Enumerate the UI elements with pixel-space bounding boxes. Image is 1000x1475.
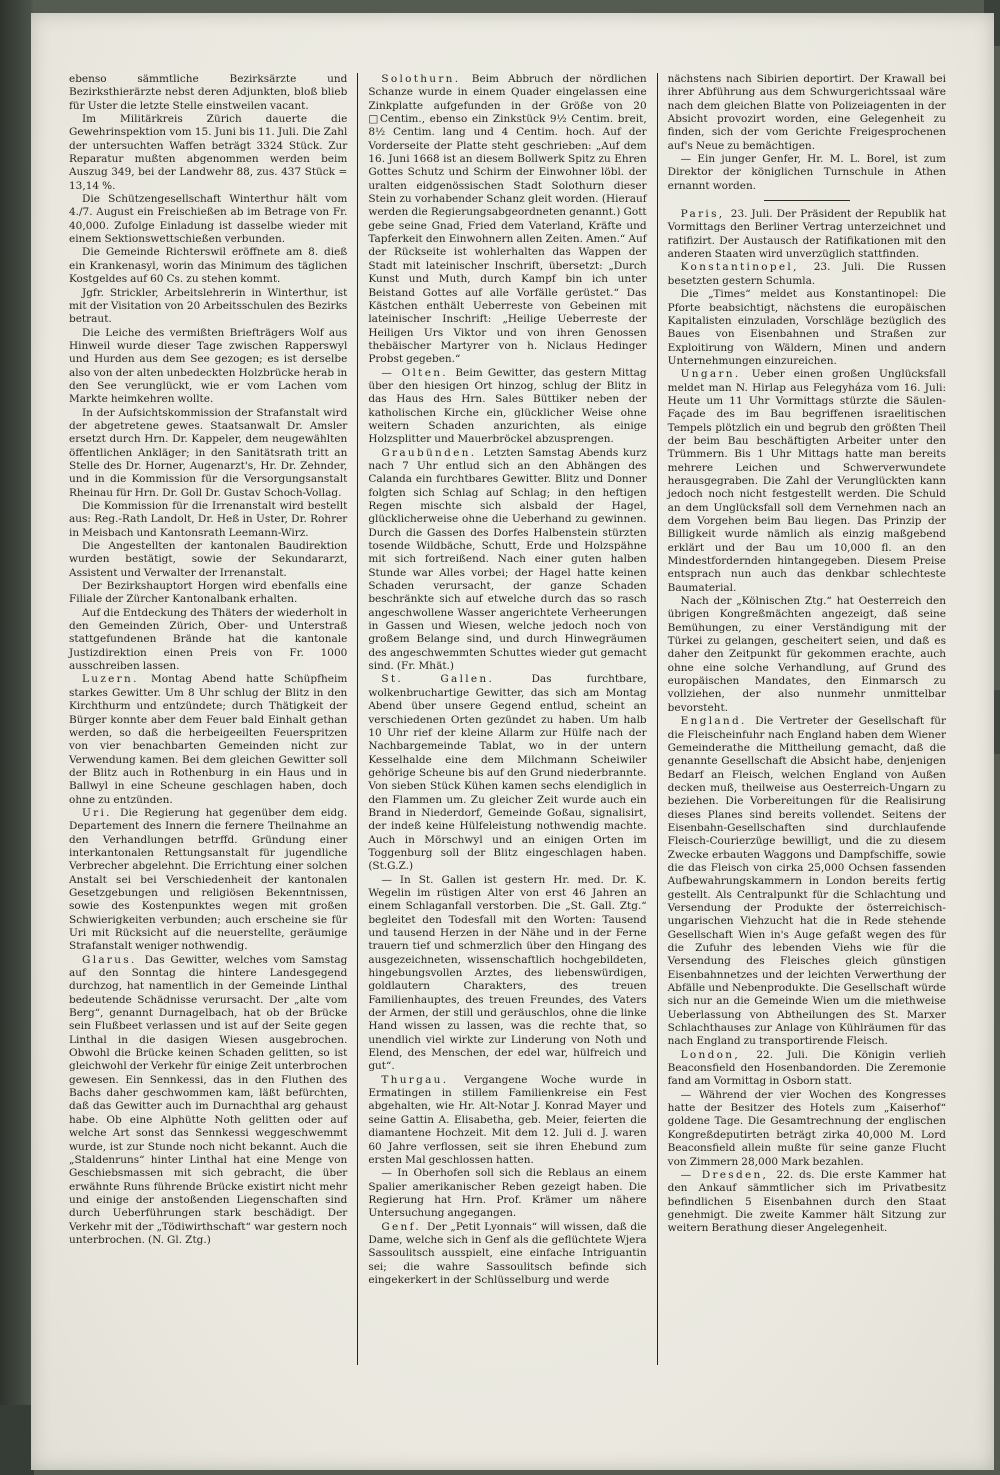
newspaper-columns-container <box>59 73 956 1365</box>
newspaper-page <box>31 13 994 1470</box>
news-paragraph: Die „Times“ meldet aus Konstantinopel: Die Pforte beabsichtigt, nächstens die europäischen Kapitalisten einzuladen, Vorschläge bezüglich des Baues von Eisenbahnen und Straßen zur Exploitirung von Wäldern, Minen und andern Unternehmungen einzureichen. <box>667 288 946 367</box>
dateline: — Dresden, <box>680 1168 777 1181</box>
dateline: Ungarn. <box>680 368 752 381</box>
newspaper-column-1 <box>59 73 357 1365</box>
news-paragraph: Nach der „Kölnischen Ztg.“ hat Oesterreich den übrigen Kongreßmächten angezeigt, daß seine Bemühungen, zu einer Verständigung mit der Türkei zu gelangen, gescheitert seien, und daß es daher den Zeitpunkt für gekommen erachte, auch ohne eine solche Verhandlung, auf Grund des europäischen Mandates, den Einmarsch zu vollziehen, der also nunmehr unmittelbar bevorsteht. <box>667 595 946 714</box>
scan-artifact-bottom-left <box>0 1405 34 1475</box>
news-paragraph: nächstens nach Sibirien deportirt. Der Krawall bei ihrer Abführung aus dem Schwurgerichtssaal wäre nach dem gleichen Blatte von Polizeiagenten in der Absicht provozirt worden, eine Gelegenheit zu finden, sich der vom Gerichte Freigesprochenen auf's Neue zu bemächtigen. <box>667 73 946 152</box>
news-paragraph: In der Aufsichtskommission der Strafanstalt wird der abgetretene gewes. Staatsanwalt Dr. Amsler ersetzt durch Hrn. Dr. Kappeler, dem neugewählten öffentlichen Ankläger; in den Sanitätsrath tritt an Stelle des Dr. Horner, Augenarzt's, Hr. Dr. Zehnder, und in die Kommission für die Versorgungsanstalt Rheinau für Hrn. Dr. Goll Dr. Gustav Schoch-Vollag. <box>69 406 348 499</box>
news-paragraph: England. Die Vertreter der Gesellschaft für die Fleischeinfuhr nach England haben dem Wiener Gemeinderathe die Mittheilung gemacht, daß die genannte Gesellschaft die Absicht habe, denjenigen Bedarf an Fleisch, welchen England von Außen decken muß, theilweise aus Oesterreich-Ungarn zu beziehen. Die Vorbereitungen für die Realisirung dieses Planes sind bereits vollendet. Seitens der Eisenbahn-Gesellschaften sind durchlaufende Fleisch-Courierzüge bewilligt, und die zu diesem Zwecke erbauten Waggons und Dampfschiffe, sowie die das Fleisch von cirka 25,000 Ochsen fassenden Aufbewahrungskammern in London bereits fertig gestellt. Als Centralpunkt für die Schlachtung und Versendung der Produkte der österreichisch-ungarischen Viehzucht hat die in Rede stehende Gesellschaft Wien in's Auge gefaßt wegen des für die Zufuhr des lebenden Viehs wie für die Versendung des Fleisches gleich günstigen Eisenbahnnetzes und der leichten Verwerthung der Abfälle und Nebenprodukte. Die Gesellschaft würde sich nur an die Gemeinde Wien um die miethweise Ueberlassung von Abtheilungen des St. Marxer Schlachthauses zur Anlage von Kühlräumen für das nach England zu transportirende Fleisch. <box>667 715 946 1048</box>
news-paragraph: Die Schützengesellschaft Winterthur hält vom 4./7. August ein Freischießen ab im Betrage von Fr. 40,000. Zufolge Einladung ist dasselbe wieder mit einem Sektionswettschießen verbunden. <box>69 193 348 246</box>
news-paragraph: Die Gemeinde Richterswil eröffnete am 8. dieß ein Krankenasyl, worin das Minimum des täglichen Kostgeldes auf 60 Cs. zu stehen kommt. <box>69 246 348 286</box>
news-paragraph: Uri. Die Regierung hat gegenüber dem eidg. Departement des Innern die fernere Theilnahme an den Verhandlungen betrffd. Gründung einer interkantonalen Rettungsanstalt für jugendliche Verbrecher abgelehnt. Die Errichtung einer solchen Anstalt sei bei Verschiedenheit der kantonalen Gesetzgebungen und religiösen Bekenntnissen, sowie des Kostenpunktes wegen mit großen Schwierigkeiten verbunden; auch erscheine sie für Uri mit Rücksicht auf die neuerstellte, geräumige Strafanstalt weniger nothwendig. <box>69 806 348 953</box>
newspaper-column-3 <box>657 73 956 1365</box>
section-divider-rule <box>764 200 850 201</box>
news-paragraph: Luzern. Montag Abend hatte Schüpfheim starkes Gewitter. Um 8 Uhr schlug der Blitz in den Kirchthurm und entzündete; durch Thätigkeit der Bürger konnte aber dem Feuer bald Einhalt gethan werden, so daß die herbeigeeilten Feuerspritzen von vier benachbarten Gemeinden nicht zur Verwendung kamen. Bei dem gleichen Gewitter soll der Blitz auch in Rothenburg in ein Haus und in Ballwyl in eine Scheune geschlagen haben, doch ohne zu entzünden. <box>69 673 348 806</box>
news-paragraph: Thurgau. Vergangene Woche wurde in Ermatingen in stillem Familienkreise ein Fest abgehalten, wie Hr. Alt-Notar J. Konrad Mayer und seine Gattin A. Elisabetha, geb. Meier, feierten die diamantene Hochzeit. Mit dem 12. Juli d. J. waren 60 Jahre verflossen, seit sie ihren Ehebund zum ersten Mal geschlossen hatten. <box>368 1073 647 1166</box>
news-paragraph: Die Leiche des vermißten Briefträgers Wolf aus Hinweil wurde dieser Tage zwischen Rapperswyl und Hurden aus dem See gezogen; es ist derselbe also von der alten unbedeckten Holzbrücke herab in den See verunglückt, wie er vom Lachen vom Markte heimkehren wollte. <box>69 326 348 406</box>
news-paragraph: — In St. Gallen ist gestern Hr. med. Dr. K. Wegelin im rüstigen Alter von erst 46 Jahren an einem Schlaganfall verstorben. Die „St. Gall. Ztg.“ begleitet den Todesfall mit den Worten: Tausend und tausend Herzen in der Nähe und in der Ferne trauern tief und schmerzlich über den Hingang des ausgezeichneten, wissenschaftlich hochgebildeten, hingebungsvollen Arztes, des liebenswürdigen, goldlautern Charakters, des treuen Familienhauptes, des treuen Freundes, des Vaters der Armen, der still und geräuschlos, ohne die linke Hand wissen zu lassen, was die rechte that, so unendlich viel wirkte zur Linderung von Noth und Elend, des Menschen, der edel war, hülfreich und gut“. <box>368 873 647 1073</box>
news-paragraph: Solothurn. Beim Abbruch der nördlichen Schanze wurde in einem Quader eingelassen eine Zinkplatte aufgefunden in der Größe von 20 □Centim., ebenso ein Zinkstück 9½ Centim. breit, 8½ Centim. lang und 4 Centim. hoch. Auf der Vorderseite der Platte steht geschrieben: „Auf dem 16. Juni 1668 ist an diesem Bollwerk Spitz zu Ehren Gottes Schutz und Schirm der Einwohner löbl. der uralten eidgenössischen Stadt Solothurn dieser Stein zu vorhabender Schanz gleit worden. (Hierauf werden die Regierungsabgeordneten genannt.) Gott gebe seine Gnad, Fried dem Vaterland, Kräfte und Tapferkeit den Einwohnern allen Zeiten. Amen.“ Auf der Rückseite ist wohlerhalten das Wappen der Stadt mit lateinischer Inschrift, übersetzt: „Durch Kunst und Muth, durch Kampf bin ich unter Beistand Gottes auf alle Vorfälle gerüstet.“ Das Kästchen enthält Ueberreste von Gebeinen mit lateinischer Inschrift: „Heilige Ueberreste der Heiligen Urs Viktor und von ihren Genossen thebäischer Martyrer von h. Niclaus Hedinger Probst gegeben.“ <box>368 73 647 366</box>
dateline: London, <box>680 1048 757 1061</box>
dateline: Glarus. <box>82 953 145 966</box>
news-paragraph: Im Militärkreis Zürich dauerte die Gewehrinspektion vom 15. Juni bis 11. Juli. Die Zahl der untersuchten Waffen beträgt 3324 Stück. Zur Reparatur mußten abgenommen werden beim Auszug 349, bei der Landwehr 88, zus. 437 Stück = 13,14 %. <box>69 113 348 192</box>
news-paragraph: — In Oberhofen soll sich die Reblaus an einem Spalier amerikanischer Reben gezeigt haben. Die Regierung hat Hrn. Prof. Krämer um nähere Untersuchung angegangen. <box>368 1167 647 1220</box>
dateline: Luzern. <box>82 673 152 686</box>
news-paragraph: Glarus. Das Gewitter, welches vom Samstag auf den Sonntag die hintere Landesgegend durchzog, hat namentlich in der Gemeinde Linthal bedeutende Schädnisse verursacht. Der „alte vom Berg“, genannt Durnagelbach, hat ob der Brücke sein Flußbeet verlassen und ist auf der Seite gegen Linthal in die dasigen Wiesen ausgebrochen. Obwohl die Brücke keinen Schaden gelitten, so ist gleichwohl der Verkehr für einige Zeit unterbrochen gewesen. Ein Sennkessi, das in den Fluthen des Bachs daher geschwommen kam, läßt befürchten, daß das Gewitter auch im Durnachthal arg gehaust habe. Ob eine Alphütte Noth gelitten oder auf welche Art sonst das Sennkessi weggeschwemmt wurde, ist zur Stunde noch nicht bekannt. Auch die „Staldenruns“ hinter Linthal hat eine Menge von Geschiebsmassen mit sich gebracht, die über erwähnte Runs führende Brücke existirt nicht mehr und einige der anstoßenden Liegenschaften sind durch Ueberführungen stark beschädigt. Der Verkehr mit der „Tödiwirthschaft“ war gestern noch unterbrochen. (N. Gl. Ztg.) <box>69 953 348 1246</box>
news-paragraph: St. Gallen. Das furchtbare, wolkenbruchartige Gewitter, das sich am Montag Abend über unsere Gegend entlud, scheint an verschiedenen Orten gezündet zu haben. Um halb 10 Uhr rief der kleine Allarm zur Hülfe nach der Nachbargemeinde Tablat, wo in der untern Kesselhalde eine dem Milchmann Scheiwiler gehörige Scheune bis auf den Grund niederbrannte. Von sieben Stück Kühen kamen sechs elendiglich in den Flammen um. Zu gleicher Zeit wurde auch ein Brand in Niederdorf, Gemeinde Goßau, signalisirt, der indeß keine Hülfeleistung nothwendig machte. Auch in Mörschwyl und an einigen Orten im Toggenburg soll der Blitz eingeschlagen haben. (St.G.Z.) <box>368 673 647 873</box>
news-paragraph: Der Bezirkshauptort Horgen wird ebenfalls eine Filiale der Zürcher Kantonalbank erhalten. <box>69 580 348 606</box>
news-paragraph: Konstantinopel, 23. Juli. Die Russen besetzten gestern Schumla. <box>667 261 946 287</box>
news-paragraph: — Während der vier Wochen des Kongresses hatte der Besitzer des Hotels zum „Kaiserhof“ goldene Tage. Die Gesamtrechnung der englischen Kongreßdeputirten beträgt zirka 40,000 M. Lord Beaconsfield allein mußte für seine ganze Flucht von Zimmern 28,000 Mark bezahlen. <box>667 1088 946 1168</box>
news-paragraph: Genf. Der „Petit Lyonnais“ will wissen, daß die Dame, welche sich in Genf als die geflüchtete Wjera Sassoulitsch ausspielt, eine einfache Intriguantin sei; die wahre Sassoulitsch befinde sich eingekerkert in der Schlüsselburg und werde <box>368 1220 647 1286</box>
dateline: Thurgau. <box>381 1073 465 1086</box>
news-paragraph: Ungarn. Ueber einen großen Unglücksfall meldet man N. Hirlap aus Felegyháza vom 16. Juli: Heute um 11 Uhr Vormittags stürzte die Säulen-Façade des im Bau begriffenen israelitischen Tempels plötzlich ein und begrub den größten Theil der beim Bau beschäftigten Arbeiter unter den Trümmern. Bis 1 Uhr Mittags hatte man bereits mehrere Leichen und Schwerverwundete herausgegraben. Die Zahl der Verunglückten kann jedoch noch nicht festgestellt werden. Die Schuld an dem Unglücksfall soll dem Vernehmen nach an dem Vorgehen beim Bau liegen. Das Prinzip der Billigkeit wurde nämlich als einzig maßgebend erklärt und der Bau um 10,000 fl. an den Mindestfordernden hintangegeben. Diesem Preise entsprach nun auch das denkbar schlechteste Baumaterial. <box>667 368 946 594</box>
dateline: Genf. <box>381 1220 428 1233</box>
news-paragraph: Paris, 23. Juli. Der Präsident der Republik hat Vormittags den Berliner Vertrag unterzeichnet und ratifizirt. Der Austausch der Ratifikationen mit den anderen Staaten wird unverzüglich stattfinden. <box>667 208 946 261</box>
dateline: England. <box>680 715 756 728</box>
dateline: Konstantinopel, <box>680 261 814 274</box>
news-paragraph: ebenso sämmtliche Bezirksärzte und Bezirksthierärzte nebst deren Adjunkten, bloß blieb für Uster die letzte Stelle einstweilen vacant. <box>69 73 348 112</box>
dateline: Uri. <box>82 806 121 819</box>
news-paragraph: London, 22. Juli. Die Königin verlieh Beaconsfield den Hosenbandorden. Die Zeremonie fand am Vormittag in Osborn statt. <box>667 1048 946 1088</box>
news-paragraph: Graubünden. Letzten Samstag Abends kurz nach 7 Uhr entlud sich an den Abhängen des Calanda ein furchtbares Gewitter. Blitz und Donner folgten sich Schlag auf Schlag; in den heftigen Regen mischte sich alsbald der Hagel, glücklicherweise ohne die Ueberhand zu gewinnen. Durch die Gassen des Dorfes Halbenstein stürzten tosende Wildbäche, Schutt, Erde und Holzspähne mit sich fortreißend. Nach einer guten halben Stunde war Alles vorbei; der Hagel hatte keinen Schaden verursacht, der ganze Schaden beschränkte sich auf etwelche durch das so rasch angeschwollene Wasser angerichtete Verheerungen in Gassen und Wiesen, welche jedoch noch von großem Belange sind, und durch Hinwegräumen des angeschwemmten Schuttes wieder gut gemacht sind. (Fr. Mhät.) <box>368 446 647 673</box>
news-paragraph: Auf die Entdeckung des Thäters der wiederholt in den Gemeinden Zürich, Ober- und Unterstraß stattgefundenen Brände hat die kantonale Justizdirektion einen Preis von Fr. 1000 ausschreiben lassen. <box>69 606 348 673</box>
news-paragraph: — Ein junger Genfer, Hr. M. L. Borel, ist zum Direktor der königlichen Turnschule in Athen ernannt worden. <box>667 153 946 192</box>
dateline: Solothurn. <box>381 73 472 85</box>
dateline: Graubünden. <box>381 446 484 459</box>
news-paragraph: Die Angestellten der kantonalen Baudirektion wurden bestätigt, sowie der Sekundararzt, Assistent und Verwalter der Irrenanstalt. <box>69 540 348 579</box>
news-paragraph: Jgfr. Strickler, Arbeitslehrerin in Winterthur, ist mit der Visitation von 20 Arbeitsschulen des Bezirks betraut. <box>69 286 348 326</box>
dateline: St. Gallen. <box>381 673 532 686</box>
dateline: Paris, <box>680 208 731 221</box>
news-paragraph: — Dresden, 22. ds. Die erste Kammer hat den Ankauf sämmtlicher sich im Privatbesitz befindlichen 5 Eisenbahnen durch den Staat genehmigt. Die zweite Kammer hält Sitzung zur weitern Berathung dieser Angelegenheit. <box>667 1168 946 1235</box>
dateline: — Olten. <box>381 366 456 379</box>
news-paragraph: Die Kommission für die Irrenanstalt wird bestellt aus: Reg.-Rath Landolt, Dr. Heß in Uster, Dr. Rohrer in Meisbach und Kantonsrath Leemann-Wirz. <box>69 500 348 539</box>
newspaper-column-2 <box>357 73 656 1365</box>
news-paragraph: — Olten. Beim Gewitter, das gestern Mittag über den hiesigen Ort hinzog, schlug der Blitz in das Haus des Hrn. Sales Büttiker neben der katholischen Kirche ein, glücklicher Weise ohne weitern Schaden anzurichten, als einige Holzsplitter und Mauerbröckel abzusprengen. <box>368 366 647 446</box>
